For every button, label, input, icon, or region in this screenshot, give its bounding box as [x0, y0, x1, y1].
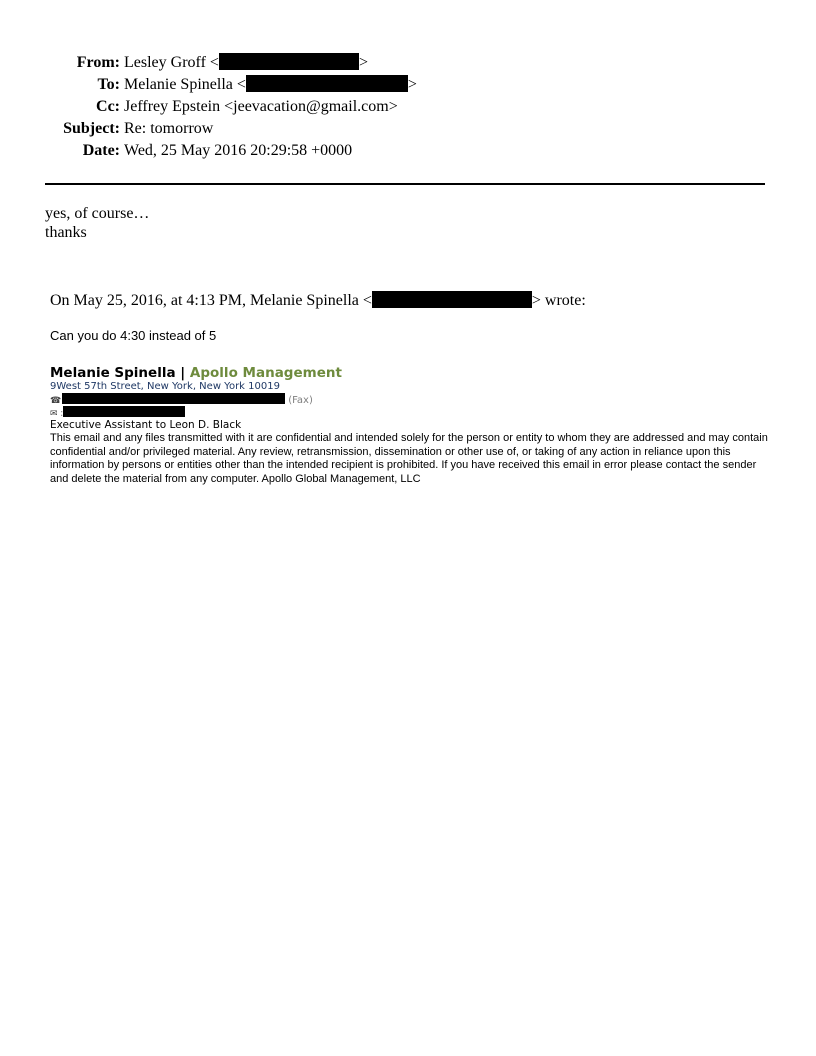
envelope-icon: ✉	[50, 409, 58, 419]
redaction-box	[246, 75, 408, 92]
signature-address: 9West 57th Street, New York, New York 10019	[50, 381, 280, 392]
date-row	[0, 140, 816, 162]
cc-row	[0, 96, 816, 118]
signature-company: Apollo Management	[189, 365, 342, 381]
from-label: From:	[76, 54, 120, 71]
phone-icon: ☎	[50, 396, 62, 406]
from-close-bracket: >	[358, 54, 368, 71]
fax-label: (Fax)	[288, 395, 313, 406]
to-label: To:	[97, 76, 120, 93]
quoted-header	[50, 290, 586, 312]
redaction-box	[62, 393, 285, 404]
date-label: Date:	[82, 142, 120, 159]
from-open-bracket: <	[209, 54, 219, 71]
email-separator: :	[60, 408, 64, 419]
subject-label: Subject:	[63, 120, 120, 137]
redaction-box	[219, 53, 359, 70]
from-name: Lesley Groff	[124, 54, 206, 71]
date-value: Wed, 25 May 2016 20:29:58 +0000	[124, 142, 353, 159]
body-line: yes, of course…	[45, 205, 150, 222]
to-name: Melanie Spinella	[124, 76, 233, 93]
redaction-box	[372, 291, 532, 308]
subject-row	[0, 118, 816, 140]
subject-value: Re: tomorrow	[124, 120, 214, 137]
from-row	[0, 52, 816, 74]
to-open-bracket: <	[236, 76, 246, 93]
signature-title: Executive Assistant to Leon D. Black	[50, 419, 242, 431]
quoted-header-after: > wrote:	[531, 292, 586, 309]
header-divider	[45, 183, 765, 185]
cc-label: Cc:	[96, 98, 120, 115]
to-row	[0, 74, 816, 96]
quoted-message: Can you do 4:30 instead of 5	[50, 328, 217, 343]
confidentiality-disclaimer: This email and any files transmitted with it are confidential and intended solely for the person or entity to whom they are addressed and may contain confidential and/or privileged material. Any review, retransmission, dissemination or other use of, or taking of any action in reliance upon this information by persons or entities other than the intended recipient is prohibited. If you have received this email in error please contact the sender and delete the material from any computer. Apollo Global Management, LLC	[50, 432, 768, 485]
signature-name: Melanie Spinella	[50, 365, 176, 381]
redaction-box	[63, 406, 185, 417]
quoted-header-before: On May 25, 2016, at 4:13 PM, Melanie Spinella <	[50, 292, 372, 309]
body-line: thanks	[45, 224, 87, 241]
cc-value: Jeffrey Epstein <jeevacation@gmail.com>	[124, 98, 398, 115]
signature-separator: |	[175, 365, 190, 381]
to-close-bracket: >	[407, 76, 417, 93]
